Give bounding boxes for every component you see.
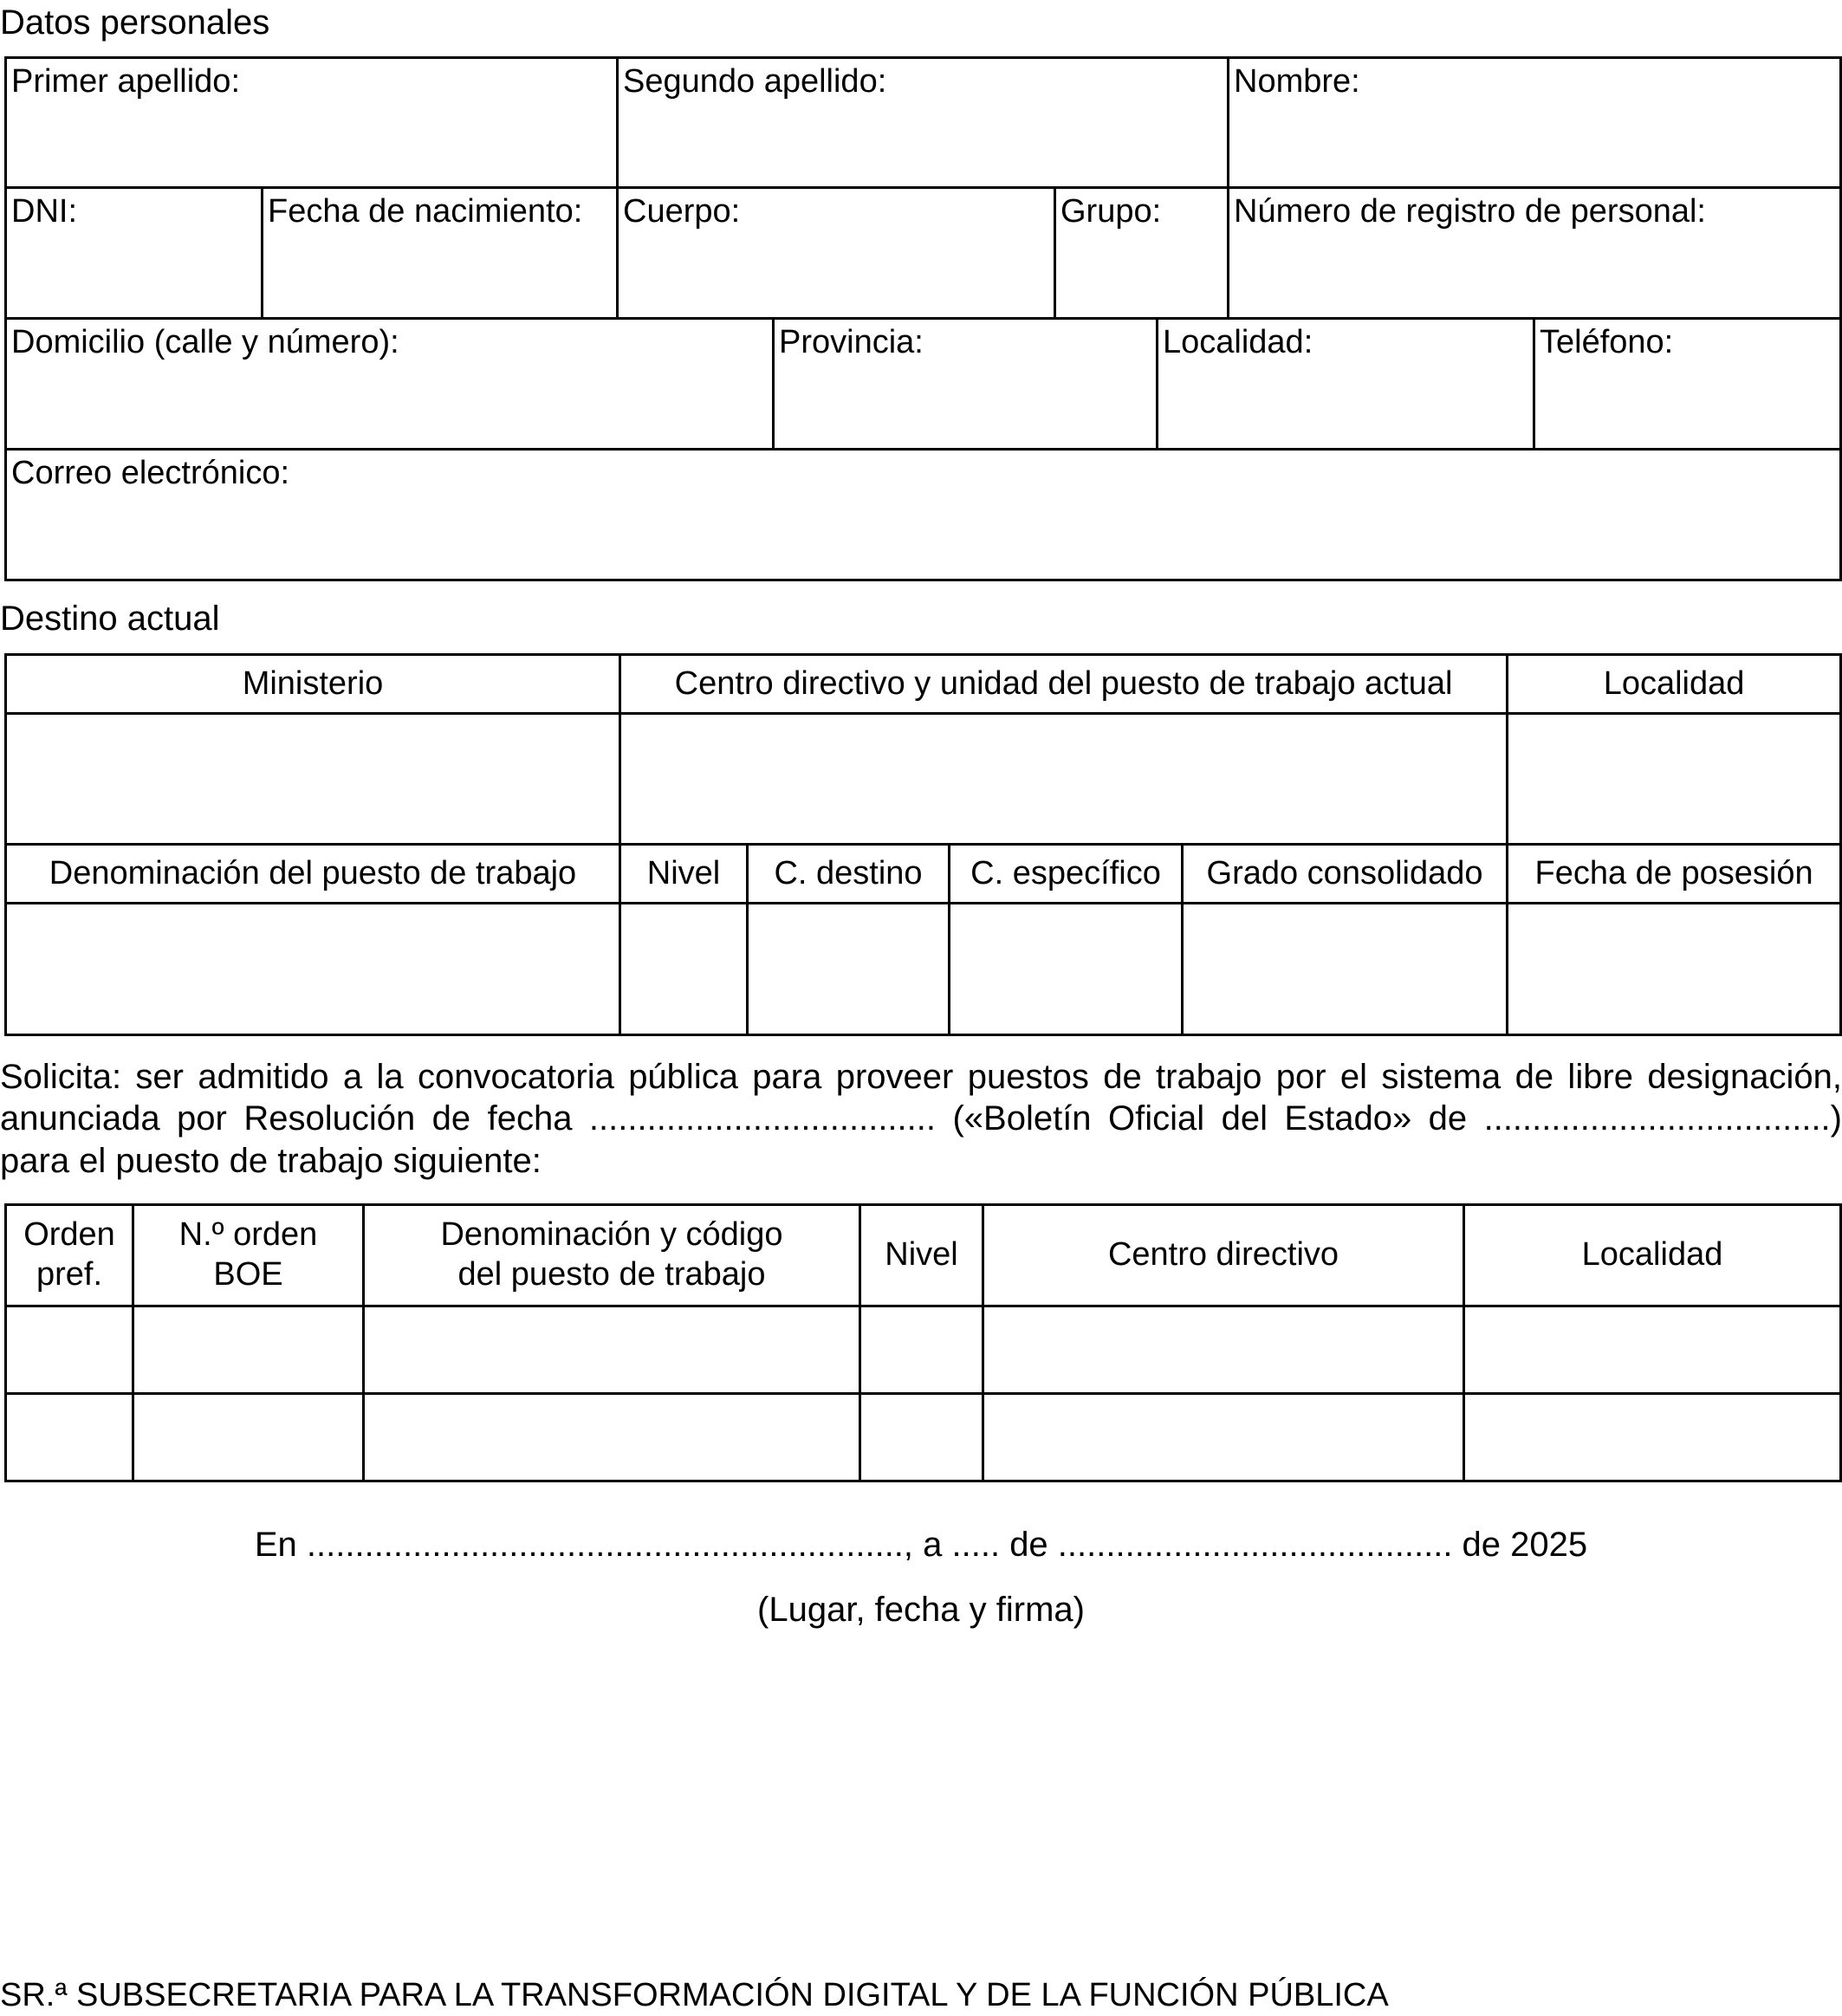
provincia-field[interactable] xyxy=(774,319,1158,450)
puestos-header-boe: N.º orden BOE xyxy=(133,1205,364,1306)
puestos-cell-boe[interactable] xyxy=(133,1306,364,1394)
destino-header-grado: Grado consolidado xyxy=(1183,845,1508,904)
cuerpo-field[interactable] xyxy=(618,188,1055,319)
segundo-apellido-label: Segundo apellido: xyxy=(623,63,887,100)
domicilio-label: Domicilio (calle y número): xyxy=(11,324,399,360)
puestos-header-denominacion: Denominación y código del puesto de trabajo xyxy=(364,1205,860,1306)
destino-header-c-destino: C. destino xyxy=(748,845,950,904)
dni-label: DNI: xyxy=(11,193,77,230)
section-title-destino: Destino actual xyxy=(0,600,220,638)
puestos-header-nivel: Nivel xyxy=(860,1205,983,1306)
destino-header-centro: Centro directivo y unidad del puesto de trabajo actual xyxy=(620,655,1508,714)
puestos-header-orden: Orden pref. xyxy=(6,1205,133,1306)
destino-header-localidad: Localidad xyxy=(1508,655,1841,714)
domicilio-field[interactable] xyxy=(6,319,774,450)
correo-field[interactable] xyxy=(6,450,1841,580)
puestos-cell-boe[interactable] xyxy=(133,1394,364,1481)
primer-apellido-field[interactable] xyxy=(6,58,618,188)
localidad-field[interactable] xyxy=(1158,319,1534,450)
segundo-apellido-field[interactable] xyxy=(618,58,1229,188)
puestos-header-localidad: Localidad xyxy=(1464,1205,1841,1306)
addressee: SR.ª SUBSECRETARIA PARA LA TRANSFORMACIÓN DIGITAL Y DE LA FUNCIÓN PÚBLICA xyxy=(0,1977,1389,2013)
fecha-nacimiento-field[interactable] xyxy=(263,188,618,319)
signature-place-date: En .............................................................., a ..... de ......................................... de 2025 xyxy=(254,1526,1588,1564)
destino-header-denominacion: Denominación del puesto de trabajo xyxy=(6,845,620,904)
solicita-line-2: anunciada por Resolución de fecha .................................... («Boletín Oficial del Estado» de ....................................) xyxy=(0,1099,1842,1138)
nrp-field[interactable] xyxy=(1229,188,1841,319)
grupo-field[interactable] xyxy=(1055,188,1229,319)
primer-apellido-label: Primer apellido: xyxy=(11,63,240,100)
section-title-personal: Datos personales xyxy=(0,3,270,42)
provincia-label: Provincia: xyxy=(779,324,924,360)
destino-fecha-posesion-cell[interactable] xyxy=(1508,904,1841,1035)
destino-c-destino-cell[interactable] xyxy=(748,904,950,1035)
telefono-label: Teléfono: xyxy=(1540,324,1674,360)
grupo-label: Grupo: xyxy=(1060,193,1162,230)
destino-nivel-cell[interactable] xyxy=(620,904,748,1035)
puestos-cell-denominacion[interactable] xyxy=(364,1306,860,1394)
correo-label: Correo electrónico: xyxy=(11,455,290,491)
puestos-cell-localidad[interactable] xyxy=(1464,1306,1841,1394)
destino-centro-cell[interactable] xyxy=(620,714,1508,845)
cuerpo-label: Cuerpo: xyxy=(623,193,741,230)
destino-c-especifico-cell[interactable] xyxy=(950,904,1183,1035)
puestos-cell-orden[interactable] xyxy=(6,1394,133,1481)
nrp-label: Número de registro de personal: xyxy=(1234,193,1706,230)
localidad-label: Localidad: xyxy=(1163,324,1313,360)
puestos-cell-denominacion[interactable] xyxy=(364,1394,860,1481)
puestos-cell-localidad[interactable] xyxy=(1464,1394,1841,1481)
destino-header-fecha-posesion: Fecha de posesión xyxy=(1508,845,1841,904)
fecha-nacimiento-label: Fecha de nacimiento: xyxy=(268,193,583,230)
puestos-cell-nivel[interactable] xyxy=(860,1306,983,1394)
puestos-table xyxy=(4,1203,1842,1482)
destino-header-nivel: Nivel xyxy=(620,845,748,904)
puestos-row xyxy=(6,1394,1841,1481)
puestos-cell-orden[interactable] xyxy=(6,1306,133,1394)
signature-caption: (Lugar, fecha y firma) xyxy=(757,1591,1085,1629)
solicita-line-3: para el puesto de trabajo siguiente: xyxy=(0,1142,542,1180)
solicita-line-1: Solicita: ser admitido a la convocatoria pública para proveer puestos de trabajo por el sistema de libre designación, xyxy=(0,1058,1842,1096)
personal-data-table xyxy=(4,56,1842,320)
destino-localidad-cell[interactable] xyxy=(1508,714,1841,845)
address-table xyxy=(4,317,1842,581)
telefono-field[interactable] xyxy=(1534,319,1841,450)
puestos-cell-nivel[interactable] xyxy=(860,1394,983,1481)
destino-denominacion-cell[interactable] xyxy=(6,904,620,1035)
dni-field[interactable] xyxy=(6,188,263,319)
destino-grado-cell[interactable] xyxy=(1183,904,1508,1035)
destino-ministerio-cell[interactable] xyxy=(6,714,620,845)
destino-table xyxy=(4,653,1842,1036)
destino-header-ministerio: Ministerio xyxy=(6,655,620,714)
puestos-cell-centro[interactable] xyxy=(983,1306,1464,1394)
nombre-field[interactable] xyxy=(1229,58,1841,188)
puestos-row xyxy=(6,1306,1841,1394)
puestos-cell-centro[interactable] xyxy=(983,1394,1464,1481)
destino-header-c-especifico: C. específico xyxy=(950,845,1183,904)
puestos-header-centro: Centro directivo xyxy=(983,1205,1464,1306)
nombre-label: Nombre: xyxy=(1234,63,1360,100)
